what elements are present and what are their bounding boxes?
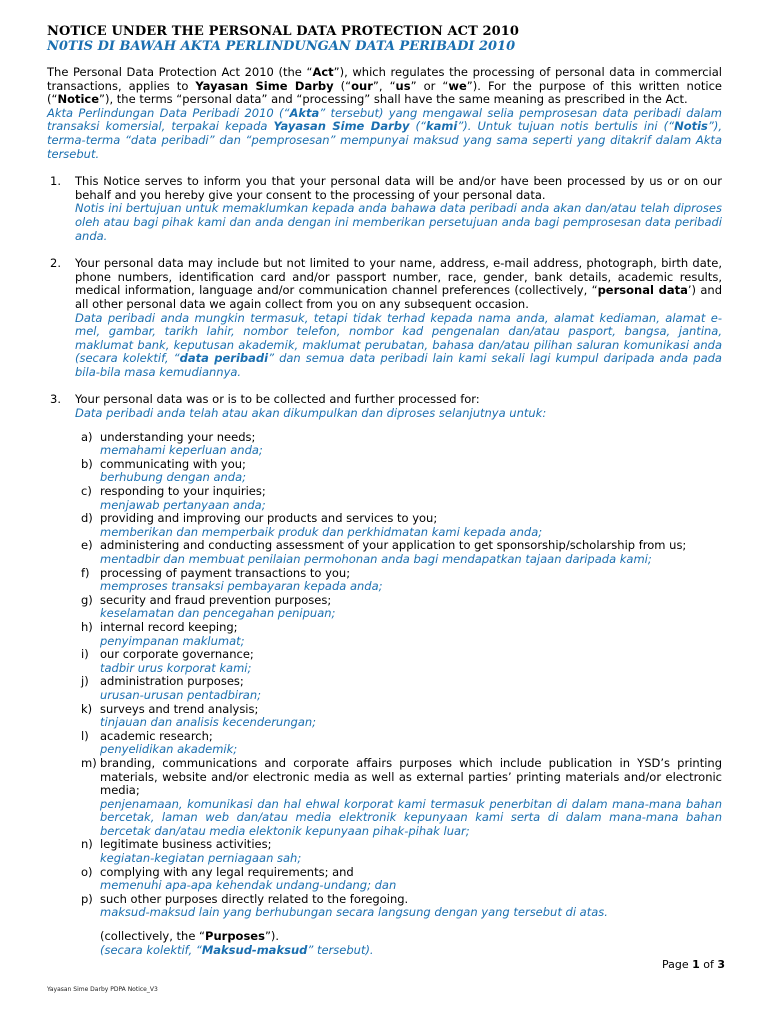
closing-malay: (secara kolektif, “Maksud-maksud” tersebut).	[100, 942, 374, 957]
purpose-letter: b)	[81, 456, 93, 471]
purpose-item	[47, 431, 722, 458]
purpose-item	[47, 648, 722, 675]
purpose-malay: tinjauan dan analisis kecenderungan;	[100, 715, 317, 730]
purpose-item	[47, 866, 722, 893]
purpose-english: our corporate governance;	[100, 647, 254, 662]
purpose-item	[47, 730, 722, 757]
purpose-item	[47, 567, 722, 594]
purpose-malay: memahami keperluan anda;	[100, 443, 263, 458]
section-number: 3.	[50, 392, 61, 407]
purpose-item	[47, 675, 722, 702]
section-3-english: Your personal data was or is to be collected and further processed for:	[75, 392, 480, 407]
purpose-malay: keselamatan dan pencegahan penipuan;	[100, 606, 336, 621]
purpose-malay: menjawab pertanyaan anda;	[100, 497, 266, 512]
purpose-english: responding to your inquiries;	[100, 484, 266, 499]
section-3-malay: Data peribadi anda telah atau akan dikumpulkan dan diproses selanjutnya untuk:	[75, 406, 547, 421]
purpose-item	[47, 539, 722, 566]
purpose-english: providing and improving our products and services to you;	[100, 511, 438, 526]
title-malay: N0TIS DI BAWAH AKTA PERLINDUNGAN DATA PERIBADI 2010	[47, 39, 516, 54]
purpose-letter: a)	[81, 429, 93, 444]
purpose-letter: m)	[81, 755, 97, 770]
purpose-item	[47, 458, 722, 485]
purpose-item	[47, 621, 722, 648]
purpose-item	[47, 757, 722, 839]
section-2-malay: Data peribadi anda mungkin termasuk, tetapi tidak terhad kepada nama anda, alamat kediaman, alamat e-mel, gambar, tarikh lahir, nombor telefon, nombor kad pengenalan dan/atau pasport, bangsa, jantina, maklumat bank, keputusan akademik, maklumat perubatan, bahasa dan/atau pilihan saluran komunikasi anda (secara kolektif, “data peribadi” dan semua data peribadi lain kami sekali lagi kumpul daripada anda pada bila-bila masa kemudiannya.	[75, 310, 722, 379]
purpose-letter: k)	[81, 701, 93, 716]
purpose-item	[47, 485, 722, 512]
purpose-letter: d)	[81, 511, 93, 526]
purpose-english: administration purposes;	[100, 674, 244, 689]
page-number: Page 1 of 3	[662, 958, 726, 971]
section-1-english: This Notice serves to inform you that your personal data will be and/or have been processed by us or on our behalf and you hereby give your consent to the processing of your personal data.	[75, 174, 722, 202]
section-3	[47, 393, 722, 420]
section-1-malay: Notis ini bertujuan untuk memaklumkan kepada anda bahawa data peribadi anda akan dan/atau telah diproses oleh atau bagi pihak kami dan anda dengan ini memberikan persetujuan anda bagi pemprosesan data peribadi anda.	[75, 201, 722, 243]
purposes-definition	[47, 930, 722, 957]
closing-english: (collectively, the “Purposes”).	[100, 929, 280, 944]
document-body	[47, 66, 722, 957]
purpose-letter: n)	[81, 837, 93, 852]
purpose-item	[47, 594, 722, 621]
purpose-letter: f)	[81, 565, 90, 580]
purpose-malay: penyimpanan maklumat;	[100, 633, 245, 648]
purpose-item	[47, 703, 722, 730]
purpose-english: complying with any legal requirements; and	[100, 864, 354, 879]
section-2-english: Your personal data may include but not limited to your name, address, e-mail address, photograph, birth date, phone numbers, identification card and/or passport number, race, gender, bank details, academic results, medical information, language and/or communication channel preferences (collectively, “personal data’) and all other personal data we again collect from you on any subsequent occasion.	[75, 256, 723, 311]
purpose-malay: berhubung dengan anda;	[100, 470, 247, 485]
title-english: NOTICE UNDER THE PERSONAL DATA PROTECTION ACT 2010	[47, 24, 520, 39]
purpose-malay: kegiatan-kegiatan perniagaan sah;	[100, 851, 302, 866]
purpose-malay: memenuhi apa-apa kehendak undang-undang; dan	[100, 878, 397, 893]
section-2	[47, 257, 722, 379]
purpose-english: such other purposes directly related to the foregoing.	[100, 891, 409, 906]
document-version-footer: Yayasan Sime Darby PDPA Notice_V3	[47, 986, 158, 993]
purpose-english: security and fraud prevention purposes;	[100, 592, 332, 607]
purpose-english: understanding your needs;	[100, 429, 256, 444]
purpose-english: branding, communications and corporate affairs purposes which include publication in YSD’s printing materials, website and/or electronic media as well as external parties’ printing materials and/or electronic media;	[100, 755, 722, 798]
purpose-english: surveys and trend analysis;	[100, 701, 259, 716]
purpose-malay: memberikan dan memperbaik produk dan perkhidmatan kami kepada anda;	[100, 524, 543, 539]
purpose-letter: i)	[81, 647, 89, 662]
purpose-letter: p)	[81, 891, 93, 906]
purpose-malay: mentadbir dan membuat penilaian permohonan anda bagi mendapatkan tajaan daripada kami;	[100, 552, 652, 566]
purpose-english: communicating with you;	[100, 456, 246, 471]
purpose-malay: urusan-urusan pentadbiran;	[100, 687, 262, 702]
intro-english: The Personal Data Protection Act 2010 (the “Act”), which regulates the processing of personal data in commercial transactions, applies to Yayasan Sime Darby (“our”, “us” or “we”). For the purpose of this written notice (“Notice”), the terms “personal data” and “processing” shall have the same meaning as prescribed in the Act.	[47, 65, 722, 107]
purpose-letter: c)	[81, 484, 92, 499]
purpose-english: legitimate business activities;	[100, 837, 272, 852]
section-number: 2.	[50, 256, 61, 271]
purpose-malay: maksud-maksud lain yang berhubungan secara langsung dengan yang tersebut di atas.	[100, 905, 608, 920]
section-1	[47, 175, 722, 243]
purpose-item	[47, 512, 722, 539]
purpose-malay: memproses transaksi pembayaran kepada anda;	[100, 579, 383, 594]
purpose-letter: j)	[81, 674, 89, 689]
purpose-letter: h)	[81, 619, 93, 634]
purpose-english: processing of payment transactions to you;	[100, 565, 351, 580]
purpose-malay: penyelidikan akademik;	[100, 742, 238, 757]
purpose-item	[47, 893, 722, 920]
purpose-english: internal record keeping;	[100, 619, 238, 634]
purpose-letter: o)	[81, 864, 93, 879]
intro-malay: Akta Perlindungan Data Peribadi 2010 (“Akta” tersebut) yang mengawal selia pemprosesan data peribadi dalam transaksi komersial, terpakai kepada Yayasan Sime Darby (“kami”). Untuk tujuan notis bertulis ini (“Notis”), terma-terma “data peribadi” dan “pemprosesan” mempunyai maksud yang sama seperti yang ditakrif dalam Akta tersebut.	[47, 105, 722, 161]
purpose-english: administering and conducting assessment of your application to get sponsorship/scholarship from us;	[100, 538, 687, 553]
purpose-english: academic research;	[100, 728, 213, 743]
purpose-letter: l)	[81, 728, 89, 743]
purpose-item	[47, 838, 722, 865]
section-number: 1.	[50, 174, 61, 189]
purpose-malay: penjenamaan, komunikasi dan hal ehwal korporat kami termasuk penerbitan di dalam mana-mana bahan bercetak, laman web dan/atau media elektronik kepunyaan kami serta di dalam mana-mana bahan bercetak dan/atau media elektonik kepunyaan pihak-pihak luar;	[100, 796, 722, 838]
purpose-letter: e)	[81, 538, 93, 553]
purpose-malay: tadbir urus korporat kami;	[100, 660, 252, 675]
purpose-letter: g)	[81, 592, 93, 607]
